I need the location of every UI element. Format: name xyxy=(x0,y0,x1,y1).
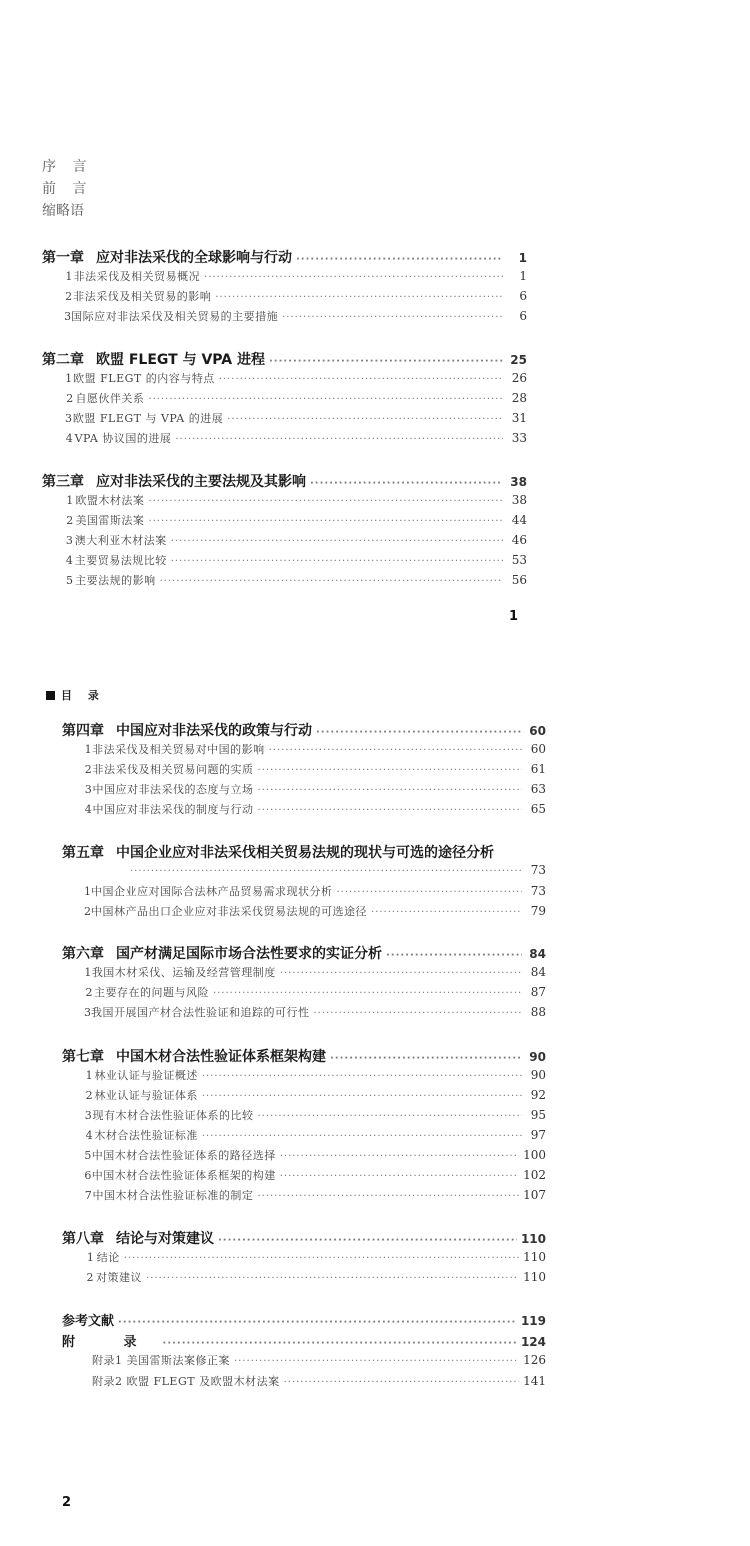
section-entry[interactable]: 1 欧盟木材法案 ····· 38 xyxy=(42,492,527,512)
chapter-heading[interactable]: 第一章 应对非法采伐的全球影响与行动 ····· 1 xyxy=(42,247,527,268)
section-entry[interactable]: 3 澳大利亚木材法案 ····· 46 xyxy=(42,532,527,552)
section-entry[interactable]: 5 主要法规的影响 ····· 56 xyxy=(42,572,527,592)
square-bullet-icon xyxy=(46,691,55,700)
running-head: 目 录 xyxy=(46,687,105,703)
toc-chapter-6 xyxy=(62,943,546,1024)
section-entry[interactable]: 2 林业认证与验证体系 ····· 92 xyxy=(62,1087,546,1107)
chapter-heading[interactable]: 第二章 欧盟 FLEGT 与 VPA 进程 ····· 25 xyxy=(42,349,527,370)
front-matter-foreword: 前 言 xyxy=(42,181,93,197)
section-entry[interactable]: 3 欧盟 FLEGT 与 VPA 的进展 ····· 31 xyxy=(42,410,527,430)
section-entry[interactable]: 6 中国木材合法性验证体系框架的构建 ····· 102 xyxy=(62,1167,546,1187)
section-entry[interactable]: 1 非法采伐及相关贸易概况 ····· 1 xyxy=(42,268,527,288)
chapter-heading[interactable]: 第八章 结论与对策建议 ····· 110 xyxy=(62,1228,546,1249)
section-entry[interactable]: 5 中国木材合法性验证体系的路径选择 ····· 100 xyxy=(62,1147,546,1167)
toc-chapter-8 xyxy=(62,1228,546,1289)
back-matter-appendix[interactable]: 附 录 ····· 124 xyxy=(62,1331,546,1352)
page-number: 2 xyxy=(62,1495,72,1510)
section-entry[interactable]: 3 中国应对非法采伐的态度与立场 ····· 63 xyxy=(62,781,546,801)
toc-chapter-1 xyxy=(42,247,527,328)
section-entry[interactable]: 1 结论 ····· 110 xyxy=(62,1249,546,1269)
section-entry[interactable]: 3 国际应对非法采伐及相关贸易的主要措施 ····· 6 xyxy=(42,308,527,328)
chapter-heading[interactable]: 第五章 中国企业应对非法采伐相关贸易法规的现状与可选的途径分析 xyxy=(62,845,494,861)
toc-page-2 xyxy=(0,660,750,1546)
front-matter-preface: 序 言 xyxy=(42,159,93,175)
chapter-heading[interactable]: 第六章 国产材满足国际市场合法性要求的实证分析 ····· 84 xyxy=(62,943,546,964)
section-entry[interactable]: 4 VPA 协议国的进展 ····· 33 xyxy=(42,430,527,450)
section-entry[interactable]: 2 自愿伙伴关系 ····· 28 xyxy=(42,390,527,410)
appendix-entry[interactable]: 附录2 欧盟 FLEGT 及欧盟木材法案 ····· 141 xyxy=(62,1373,546,1394)
appendix-entry[interactable]: 附录1 美国雷斯法案修正案 ····· 126 xyxy=(62,1352,546,1373)
section-entry[interactable]: 2 美国雷斯法案 ····· 44 xyxy=(42,512,527,532)
section-entry[interactable]: 2 主要存在的问题与风险 ····· 87 xyxy=(62,984,546,1004)
section-entry[interactable]: 4 木材合法性验证标准 ····· 97 xyxy=(62,1127,546,1147)
section-entry[interactable]: 2 非法采伐及相关贸易问题的实质 ····· 61 xyxy=(62,761,546,781)
section-entry[interactable]: 2 对策建议 ····· 110 xyxy=(62,1269,546,1289)
toc-back-matter xyxy=(62,1310,546,1394)
page-number: 1 xyxy=(509,609,519,624)
chapter-heading[interactable]: 第三章 应对非法采伐的主要法规及其影响 ····· 38 xyxy=(42,471,527,492)
section-entry[interactable]: 1 非法采伐及相关贸易对中国的影响 ····· 60 xyxy=(62,741,546,761)
front-matter xyxy=(42,160,92,226)
section-entry[interactable]: 2 非法采伐及相关贸易的影响 ····· 6 xyxy=(42,288,527,308)
chapter-heading[interactable]: 第七章 中国木材合法性验证体系框架构建 ····· 90 xyxy=(62,1046,546,1067)
section-entry[interactable]: 7 中国木材合法性验证标准的制定 ····· 107 xyxy=(62,1187,546,1207)
toc-chapter-5 xyxy=(62,842,546,923)
toc-chapter-2 xyxy=(42,349,527,450)
section-entry[interactable]: 3 我国开展国产材合法性验证和追踪的可行性 ····· 88 xyxy=(62,1004,546,1024)
front-matter-abbreviations: 缩略语 xyxy=(42,203,84,219)
section-entry[interactable]: 1 我国木材采伐、运输及经营管理制度 ····· 84 xyxy=(62,964,546,984)
chapter-heading[interactable]: 第四章 中国应对非法采伐的政策与行动 ····· 60 xyxy=(62,720,546,741)
section-entry[interactable]: 1 欧盟 FLEGT 的内容与特点 ····· 26 xyxy=(42,370,527,390)
section-entry[interactable]: 3 现有木材合法性验证体系的比较 ····· 95 xyxy=(62,1107,546,1127)
section-entry[interactable]: 1 林业认证与验证概述 ····· 90 xyxy=(62,1067,546,1087)
section-entry[interactable]: 4 主要贸易法规比较 ····· 53 xyxy=(42,552,527,572)
toc-chapter-3 xyxy=(42,471,527,592)
back-matter-references[interactable]: 参考文献 ····· 119 xyxy=(62,1310,546,1331)
toc-chapter-7 xyxy=(62,1046,546,1207)
section-entry[interactable]: 1 中国企业应对国际合法林产品贸易需求现状分析 ····· 73 xyxy=(62,883,546,903)
section-entry[interactable]: 4 中国应对非法采伐的制度与行动 ····· 65 xyxy=(62,801,546,821)
section-entry[interactable]: 2 中国林产品出口企业应对非法采伐贸易法规的可选途径 ····· 79 xyxy=(62,903,546,923)
chapter-heading-continuation: ····· 73 xyxy=(62,863,546,883)
leader-dots xyxy=(296,254,503,265)
toc-page-1 xyxy=(0,0,750,660)
toc-chapter-4 xyxy=(62,720,546,821)
page-ref: 1 xyxy=(518,251,527,265)
